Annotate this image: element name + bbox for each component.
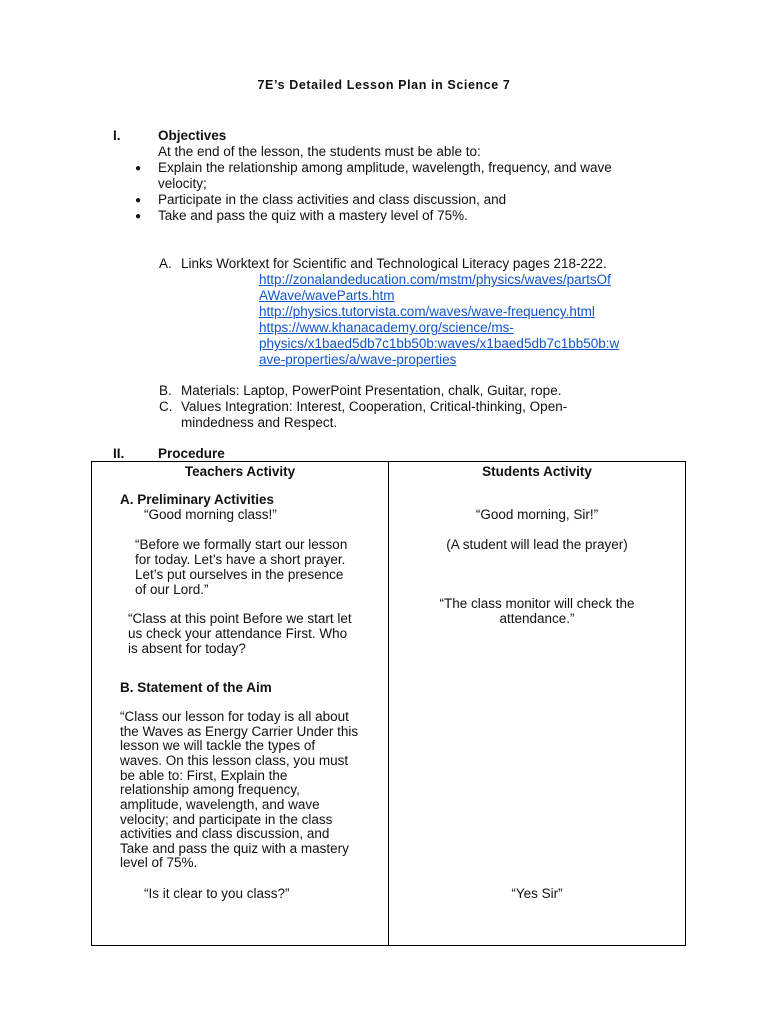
teacher-aim-line: be able to: First, Explain the xyxy=(120,768,288,783)
teacher-aim-line: waves. On this lesson class, you must xyxy=(120,753,349,768)
objective-item: Participate in the class activities and class discussion, and xyxy=(158,192,507,207)
teacher-aim-line: lesson we will tackle the types of xyxy=(120,738,316,753)
objectives-heading: Objectives xyxy=(158,128,227,143)
teacher-attendance-line: is absent for today? xyxy=(128,641,246,656)
objectives-intro: At the end of the lesson, the students must be able to: xyxy=(158,144,481,159)
values-text: Values Integration: Interest, Cooperation, Critical-thinking, Open- xyxy=(181,399,568,414)
teacher-aim-line: “Class our lesson for today is all about xyxy=(120,709,349,724)
resource-link[interactable]: physics/x1baed5db7c1bb50b:waves/x1baed5db7c1bb50b:w xyxy=(259,336,620,351)
student-greeting: “Good morning, Sir!” xyxy=(475,507,599,522)
teacher-greeting: “Good morning class!” xyxy=(144,507,277,522)
bullet-icon: ● xyxy=(135,211,142,222)
teacher-aim-line: level of 75%. xyxy=(120,855,198,870)
teacher-prayer-line: Let’s put ourselves in the presence xyxy=(135,567,344,582)
section-numeral-procedure: II. xyxy=(113,446,125,461)
procedure-heading: Procedure xyxy=(158,446,225,461)
statement-of-aim-heading: B. Statement of the Aim xyxy=(120,680,272,695)
materials-text: Materials: Laptop, PowerPoint Presentation, chalk, Guitar, rope. xyxy=(181,383,562,398)
resource-link[interactable]: https://www.khanacademy.org/science/ms- xyxy=(259,320,514,335)
student-prayer: (A student will lead the prayer) xyxy=(446,537,628,552)
objective-item-continued: velocity; xyxy=(158,176,207,191)
teacher-attendance-line: us check your attendance First. Who xyxy=(128,626,348,641)
teacher-aim-line: the Waves as Energy Carrier Under this xyxy=(120,724,359,739)
values-letter: C. xyxy=(159,399,173,414)
students-activity-header: Students Activity xyxy=(482,464,592,479)
objective-item: Take and pass the quiz with a mastery level of 75%. xyxy=(158,208,468,223)
bullet-icon: ● xyxy=(135,163,142,174)
student-attendance-line: “The class monitor will check the xyxy=(439,596,635,611)
links-letter: A. xyxy=(159,256,172,271)
teacher-check-question: “Is it clear to you class?” xyxy=(144,886,290,901)
values-text-continued: mindedness and Respect. xyxy=(181,415,338,430)
student-attendance-line: attendance.” xyxy=(499,611,575,626)
teacher-attendance-line: “Class at this point Before we start let xyxy=(128,611,352,626)
teacher-aim-line: amplitude, wavelength, and wave xyxy=(120,797,320,812)
teacher-prayer-line: of our Lord.” xyxy=(135,582,209,597)
resource-link[interactable]: ave-properties/a/wave-properties xyxy=(259,352,457,367)
materials-letter: B. xyxy=(159,383,172,398)
document-title: 7E’s Detailed Lesson Plan in Science 7 xyxy=(257,78,511,92)
links-text: Links Worktext for Scientific and Technological Literacy pages 218-222. xyxy=(181,256,607,271)
procedure-table xyxy=(91,461,686,946)
teacher-aim-line: relationship among frequency, xyxy=(120,782,300,797)
teacher-aim-line: activities and class discussion, and xyxy=(120,826,330,841)
teacher-prayer-line: “Before we formally start our lesson xyxy=(135,537,348,552)
teacher-aim-line: velocity; and participate in the class xyxy=(120,812,333,827)
column-divider xyxy=(388,462,389,945)
resource-link[interactable]: AWave/waveParts.htm xyxy=(259,288,395,303)
section-numeral-objectives: I. xyxy=(113,128,121,143)
objective-item: Explain the relationship among amplitude, wavelength, frequency, and wave xyxy=(158,160,612,175)
resource-link[interactable]: http://zonalandeducation.com/mstm/physics/waves/partsOf xyxy=(259,272,611,287)
teachers-activity-header: Teachers Activity xyxy=(184,464,296,479)
teacher-aim-line: Take and pass the quiz with a mastery xyxy=(120,841,349,856)
preliminary-activities-heading: A. Preliminary Activities xyxy=(120,492,275,507)
student-yes-response: “Yes Sir” xyxy=(511,886,563,901)
resource-link[interactable]: http://physics.tutorvista.com/waves/wave-frequency.html xyxy=(259,304,595,319)
bullet-icon: ● xyxy=(135,195,142,206)
teacher-prayer-line: for today. Let’s have a short prayer. xyxy=(135,552,346,567)
